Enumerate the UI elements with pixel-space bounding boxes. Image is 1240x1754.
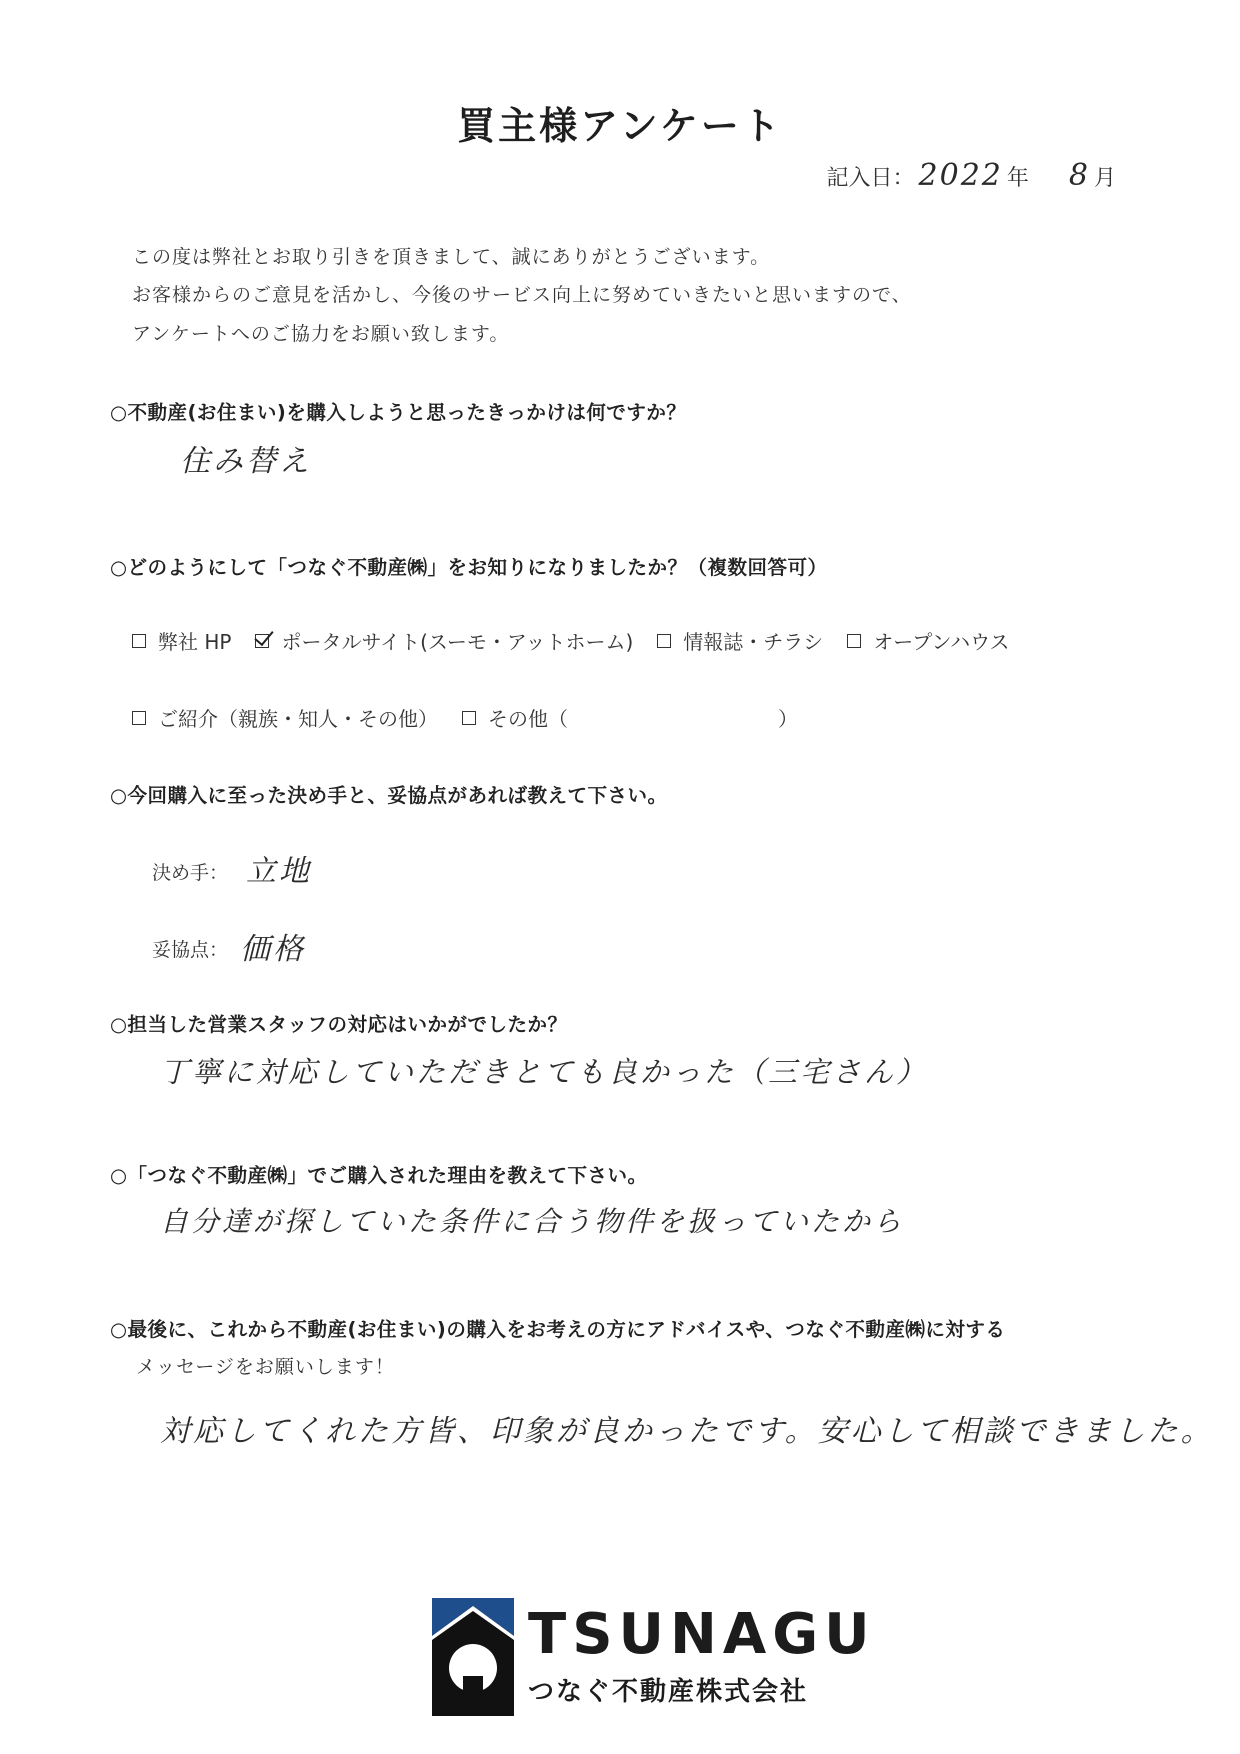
date-year-unit: 年: [1006, 166, 1029, 191]
checkbox-open-house[interactable]: [847, 634, 861, 648]
options-row-2: [132, 703, 822, 732]
company-logo: [432, 1598, 876, 1716]
question-message: ○最後に、これから不動産(お住まい)の購入をお考えの方にアドバイスや、つなぐ不動産㈱に対する: [110, 1318, 1006, 1341]
options-row-1: [132, 626, 1033, 655]
option-other[interactable]: その他（ ）: [462, 703, 798, 732]
answer-staff: 丁寧に対応していただきとても良かった（三宅さん）: [160, 1055, 929, 1089]
decider-label: 決め手：: [152, 862, 229, 884]
brand-japanese: つなぐ不動産株式会社: [528, 1676, 809, 1707]
intro-line-3: アンケートへのご協力をお願い致します。: [132, 323, 510, 345]
decider-answer: 立地: [246, 854, 312, 889]
question-trigger: ○不動産(お住まい)を購入しようと思ったきっかけは何ですか？: [110, 401, 687, 424]
page-title: 買主様アンケート: [457, 104, 783, 148]
date-month: 8: [1068, 158, 1090, 193]
other-close-paren: ）: [778, 707, 798, 731]
compromise-answer: 価格: [240, 932, 306, 967]
intro-line-1: この度は弊社とお取り引きを頂きまして、誠にありがとうございます。: [132, 246, 771, 268]
question-reason: ○「つなぐ不動産㈱」でご購入された理由を教えて下さい。: [110, 1164, 648, 1187]
checkbox-referral[interactable]: [132, 711, 146, 725]
house-mark-icon: [432, 1598, 514, 1716]
answer-trigger: 住み替え: [180, 444, 312, 479]
compromise-label: 妥協点：: [152, 939, 229, 961]
option-portal-site[interactable]: ポータルサイト(スーモ・アットホーム): [255, 626, 633, 655]
answer-message: 対応してくれた方皆、印象が良かったです。安心して相談できました。: [160, 1414, 1214, 1449]
entry-date: [823, 158, 1121, 193]
brand-english: TSUNAGU: [528, 1601, 876, 1667]
checkbox-portal-site[interactable]: [255, 634, 269, 648]
checkbox-company-hp[interactable]: [132, 634, 146, 648]
option-open-house[interactable]: オープンハウス: [847, 626, 1009, 655]
intro-line-2: お客様からのご意見を活かし、今後のサービス向上に努めていきたいと思いますので、: [132, 284, 912, 306]
date-year: 2022: [918, 158, 1003, 193]
date-month-unit: 月: [1093, 166, 1116, 191]
brand-text: [528, 1601, 876, 1708]
checkbox-other[interactable]: [462, 711, 476, 725]
option-company-hp[interactable]: 弊社 HP: [132, 626, 231, 655]
question-message-cont: メッセージをお願いします！: [136, 1356, 395, 1378]
answer-reason: 自分達が探していた条件に合う物件を扱っていたから: [160, 1205, 905, 1238]
checkbox-flyer[interactable]: [657, 634, 671, 648]
question-how-found: ○どのようにして「つなぐ不動産㈱」をお知りになりましたか？（複数回答可）: [110, 556, 828, 579]
question-decider: ○今回購入に至った決め手と、妥協点があれば教えて下さい。: [110, 784, 668, 807]
date-label: 記入日：: [826, 166, 915, 191]
option-referral[interactable]: ご紹介（親族・知人・その他）: [132, 703, 438, 732]
question-staff: ○担当した営業スタッフの対応はいかがでしたか？: [110, 1013, 568, 1036]
option-flyer[interactable]: 情報誌・チラシ: [657, 626, 823, 655]
